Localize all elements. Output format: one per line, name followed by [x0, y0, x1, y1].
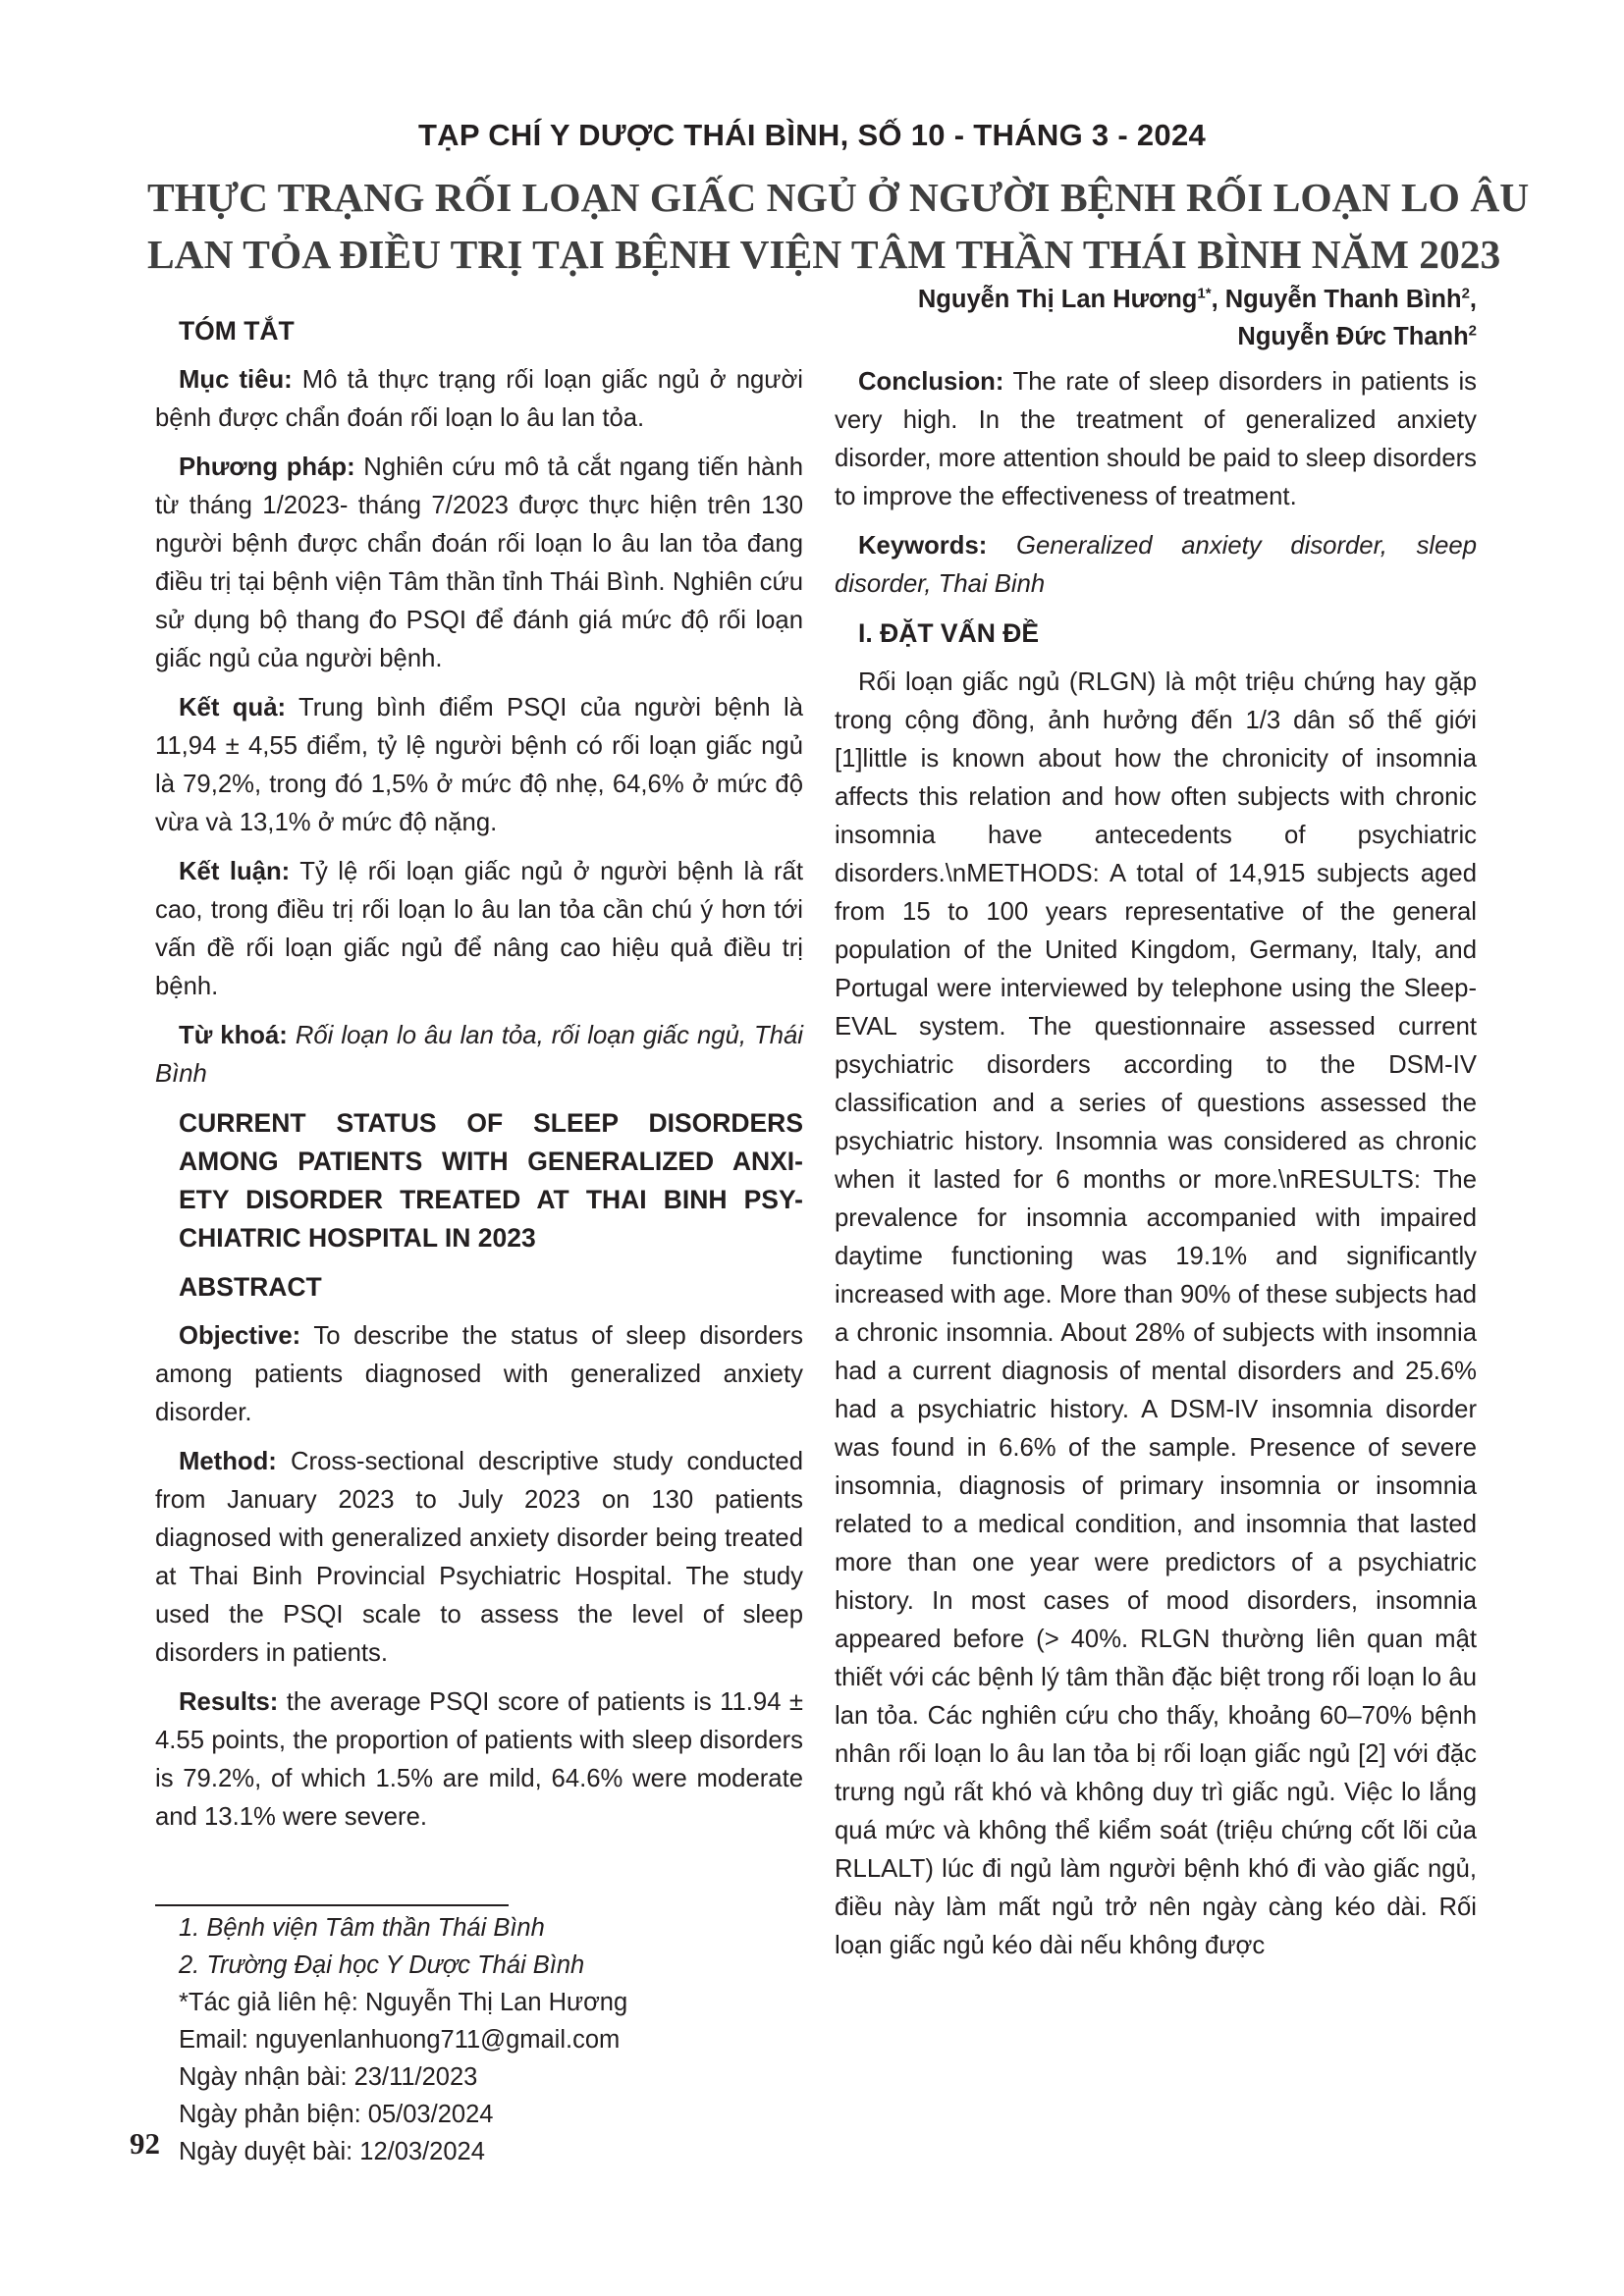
author-2: Nguyễn Thanh Bình [1224, 286, 1462, 313]
received-date: Ngày nhận bài: 23/11/2023 [179, 2063, 478, 2091]
article-title [147, 169, 1530, 283]
author-list [918, 281, 1477, 355]
author-line-2 [918, 318, 1477, 355]
en-conclusion-paragraph [835, 363, 1477, 516]
en-keywords-paragraph [835, 527, 1477, 604]
author-2-affiliation: 2 [1461, 285, 1470, 302]
method-paragraph [155, 449, 803, 678]
summary-heading: TÓM TẮT [179, 316, 295, 346]
accepted-date: Ngày duyệt bài: 12/03/2024 [179, 2138, 485, 2165]
conclusion-paragraph [155, 853, 803, 1006]
en-objective-paragraph [155, 1317, 803, 1432]
en-method-label: Method: [179, 1448, 277, 1475]
title-line-2: LAN TỎA ĐIỀU TRỊ TẠI BỆNH VIỆN TÂM THẦN THÁI BÌNH NĂM 2023 [147, 232, 1501, 277]
author-3: Nguyễn Đức Thanh [1237, 323, 1469, 350]
en-results-paragraph [155, 1683, 803, 1837]
footnotes [179, 1909, 807, 2170]
en-keywords-label: Keywords: [858, 532, 988, 560]
en-objective-label: Objective: [179, 1322, 301, 1350]
right-column [835, 363, 1477, 1976]
method-label: Phương pháp: [179, 454, 355, 481]
method-text: Nghiên cứu mô tả cắt ngang tiến hành từ tháng 1/2023- tháng 7/2023 được thực hiện trên 130 người bệnh được chẩn đoán rối loạn lo âu lan tỏa đang điều trị tại bệnh viện Tâm thần tỉnh Thái Bình. Nghiên cứu sử dụng bộ thang đo PSQI để đánh giá mức độ rối loạn giấc ngủ của người bệnh. [155, 454, 803, 672]
author-email: Email: nguyenlanhuong711@gmail.com [179, 2026, 621, 2054]
en-results-text: the average PSQI score of patients is 11.94 ± 4.55 points, the proportion of patients with sleep disorders is 79.2%, of which 1.5% are mild, 64.6% were moderate and 13.1% were severe. [155, 1688, 803, 1831]
left-column [155, 312, 803, 1847]
reviewed-date: Ngày phản biện: 05/03/2024 [179, 2101, 494, 2128]
author-1: Nguyễn Thị Lan Hương [917, 286, 1198, 313]
keywords-text: Rối loạn lo âu lan tỏa, rối loạn giấc ngủ, Thái Bình [155, 1022, 804, 1088]
title-line-1: THỰC TRẠNG RỐI LOẠN GIẤC NGỦ Ở NGƯỜI BỆNH RỐI LOẠN LO ÂU [147, 175, 1530, 220]
affiliation-2: 2. Trường Đại học Y Dược Thái Bình [179, 1951, 585, 1979]
introduction-body: Rối loạn giấc ngủ (RLGN) là một triệu chứng hay gặp trong cộng đồng, ảnh hưởng đến 1/3 dân số thế giới [1]little is known about how the chronicity of insomnia affects this relation and how often subjects with chronic insomnia have antecedents of psychiatric disorders.\nMETHODS: A total of 14,915 subjects aged from 15 to 100 years representative of the general population of the United Kingdom, Germany, Italy, and Portugal were interviewed by telephone using the Sleep-EVAL system. The questionnaire assessed current psychiatric disorders according to the DSM-IV classification and a series of questions assessed the psychiatric history. Insomnia was considered as chronic when it lasted for 6 months or more.\nRESULTS: The prevalence for insomnia accompanied with impaired daytime functioning was 19.1% and significantly increased with age. More than 90% of these subjects had a chronic insomnia. About 28% of subjects with insomnia had a current diagnosis of mental disorders and 25.6% had a psychiatric history. A DSM-IV insomnia disorder was found in 6.6% of the sample. Presence of severe insomnia, diagnosis of primary insomnia or insomnia related to a medical condition, and insomnia that lasted more than one year were predictors of a psychiatric history. In most cases of mood disorders, insomnia appeared before (> 40%. RLGN thường liên quan mật thiết với các bệnh lý tâm thần đặc biệt trong rối loạn lo âu lan tỏa. Các nghiên cứu cho thấy, khoảng 60–70% bệnh nhân rối loạn lo âu lan tỏa bị rối loạn giấc ngủ [2] với đặc trưng ngủ rất khó và không duy trì giấc ngủ. Việc lo lắng quá mức và không thể kiểm soát (triệu chứng cốt lõi của RLLALT) lúc đi ngủ làm người bệnh khó đi vào giấc ngủ, điều này làm mất ngủ trở nên ngày càng kéo dài. Rối loạn giấc ngủ kéo dài nếu không được [835, 668, 1477, 1959]
affiliation-1: 1. Bệnh viện Tâm thần Thái Bình [179, 1914, 545, 1942]
keywords-label: Từ khoá: [179, 1022, 288, 1049]
result-text: Trung bình điểm PSQI của người bệnh là 11,94 ± 4,55 điểm, tỷ lệ người bệnh có rối loạn giấc ngủ là 79,2%, trong đó 1,5% ở mức độ nhẹ, 64,6% ở mức độ vừa và 13,1% ở mức độ nặng. [155, 694, 803, 836]
en-results-label: Results: [179, 1688, 279, 1716]
en-conclusion-text: The rate of sleep disorders in patients is very high. In the treatment of generalized anxiety disorder, more attention should be paid to sleep disorders to improve the effectiveness of treatment. [835, 368, 1478, 510]
page-number: 92 [130, 2126, 160, 2161]
english-title: CURRENT STATUS OF SLEEP DISORDERS AMONG PATIENTS WITH GENERALIZED ANXI-ETY DISORDER TREATED AT THAI BINH PSY-CHIATRIC HOSPITAL IN 2023 [179, 1108, 803, 1253]
conclusion-label: Kết luận: [179, 858, 291, 885]
en-objective-text: To describe the status of sleep disorders among patients diagnosed with generalized anxiety disorder. [155, 1322, 803, 1426]
author-separator: , [1211, 286, 1225, 313]
en-keywords-text: Generalized anxiety disorder, sleep disorder, Thai Binh [835, 532, 1477, 598]
author-line-1 [918, 281, 1477, 318]
author-3-affiliation: 2 [1468, 322, 1477, 340]
objective-text: Mô tả thực trạng rối loạn giấc ngủ ở người bệnh được chẩn đoán rối loạn lo âu lan tỏa. [155, 366, 804, 432]
author-1-affiliation: 1* [1197, 285, 1212, 302]
keywords-paragraph [155, 1017, 803, 1094]
result-paragraph [155, 689, 803, 842]
en-method-text: Cross-sectional descriptive study conducted from January 2023 to July 2023 on 130 patients diagnosed with generalized anxiety disorder being treated at Thai Binh Provincial Psychiatric Hospital. The study used the PSQI scale to assess the level of sleep disorders in patients. [155, 1448, 803, 1667]
author-separator: , [1469, 286, 1477, 313]
corresponding-author: *Tác giả liên hệ: Nguyễn Thị Lan Hương [179, 1989, 628, 2016]
conclusion-text: Tỷ lệ rối loạn giấc ngủ ở người bệnh là rất cao, trong điều trị rối loạn lo âu lan tỏa cần chú ý hơn tới vấn đề rối loạn giấc ngủ để nâng cao hiệu quả điều trị bệnh. [155, 858, 803, 1000]
en-conclusion-label: Conclusion: [858, 368, 1004, 396]
journal-header: TẠP CHÍ Y DƯỢC THÁI BÌNH, SỐ 10 - THÁNG 3 - 2024 [417, 118, 1207, 152]
section-heading-introduction: I. ĐẶT VẤN ĐỀ [858, 618, 1040, 648]
objective-paragraph [155, 361, 803, 438]
footnote-divider [155, 1904, 509, 1906]
result-label: Kết quả: [179, 694, 287, 721]
en-method-paragraph [155, 1443, 803, 1673]
objective-label: Mục tiêu: [179, 366, 293, 394]
abstract-heading: ABSTRACT [179, 1272, 322, 1302]
